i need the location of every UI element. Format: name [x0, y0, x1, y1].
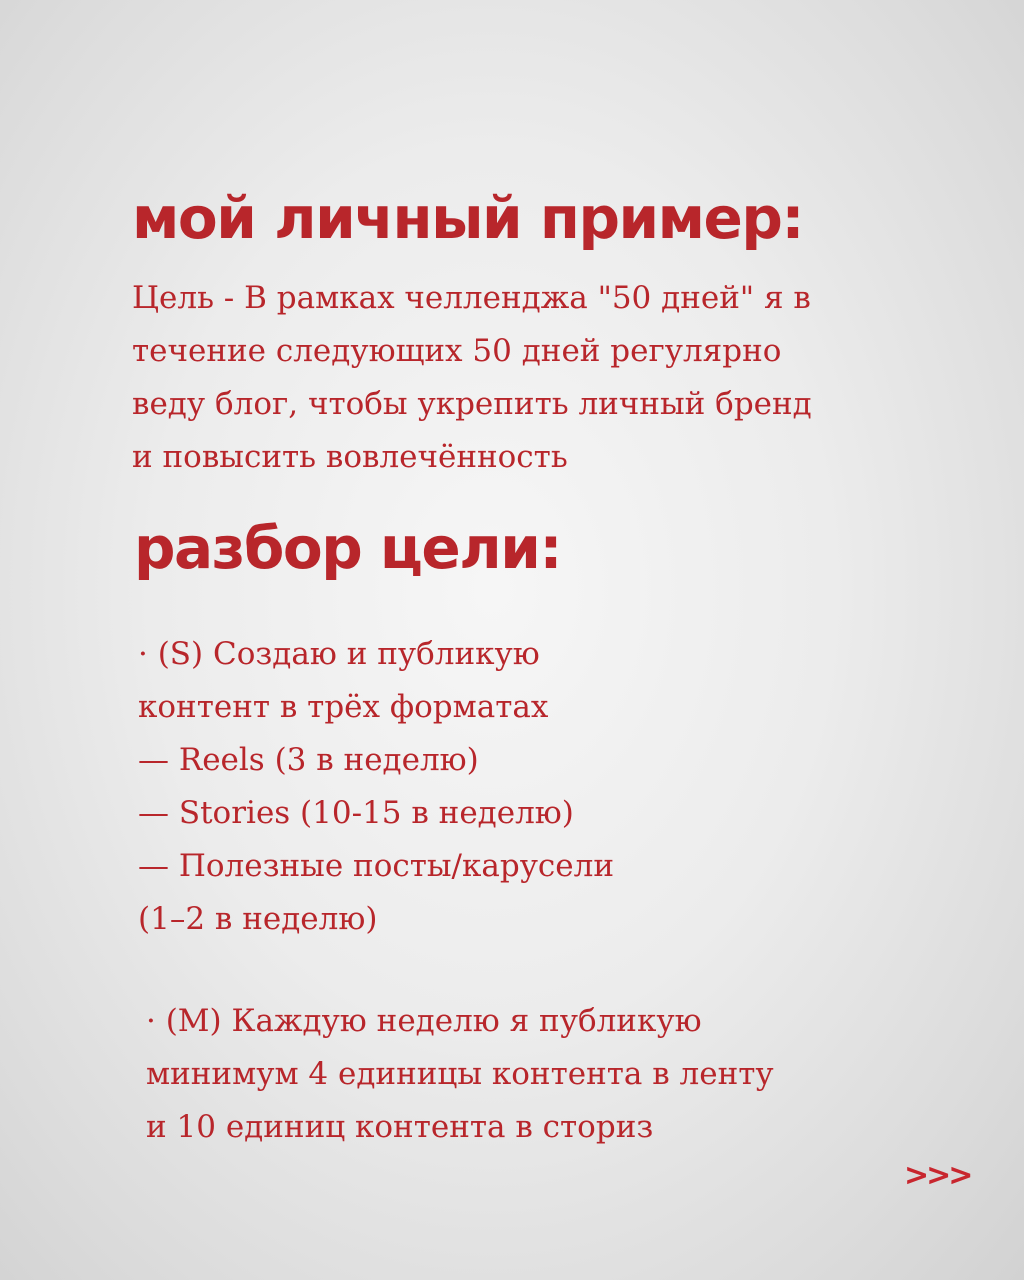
specific-line: — Полезные посты/карусели [138, 848, 614, 884]
next-slide-arrows-icon[interactable]: >>> [904, 1158, 971, 1193]
measurable-line: · (M) Каждую неделю я публикую [146, 1003, 702, 1039]
specific-line: — Stories (10-15 в неделю) [138, 795, 574, 831]
goal-line: Цель - В рамках челленджа "50 дней" я в [132, 280, 811, 316]
goal-line: и повысить вовлечённость [132, 439, 568, 475]
measurable-line: и 10 единиц контента в сториз [146, 1109, 654, 1145]
measurable-criterion-paragraph [146, 995, 774, 1154]
specific-line: — Reels (3 в неделю) [138, 742, 479, 778]
specific-line: (1–2 в неделю) [138, 901, 378, 937]
measurable-line: минимум 4 единицы контента в ленту [146, 1056, 774, 1092]
specific-criterion-paragraph [138, 628, 614, 946]
section-title-goal-breakdown: разбор цели: [134, 514, 562, 582]
specific-line: контент в трёх форматах [138, 689, 549, 725]
section-title-personal-example: мой личный пример: [132, 184, 804, 252]
goal-paragraph [132, 272, 812, 484]
goal-line: веду блог, чтобы укрепить личный бренд [132, 386, 812, 422]
specific-line: · (S) Создаю и публикую [138, 636, 540, 672]
goal-line: течение следующих 50 дней регулярно [132, 333, 782, 369]
